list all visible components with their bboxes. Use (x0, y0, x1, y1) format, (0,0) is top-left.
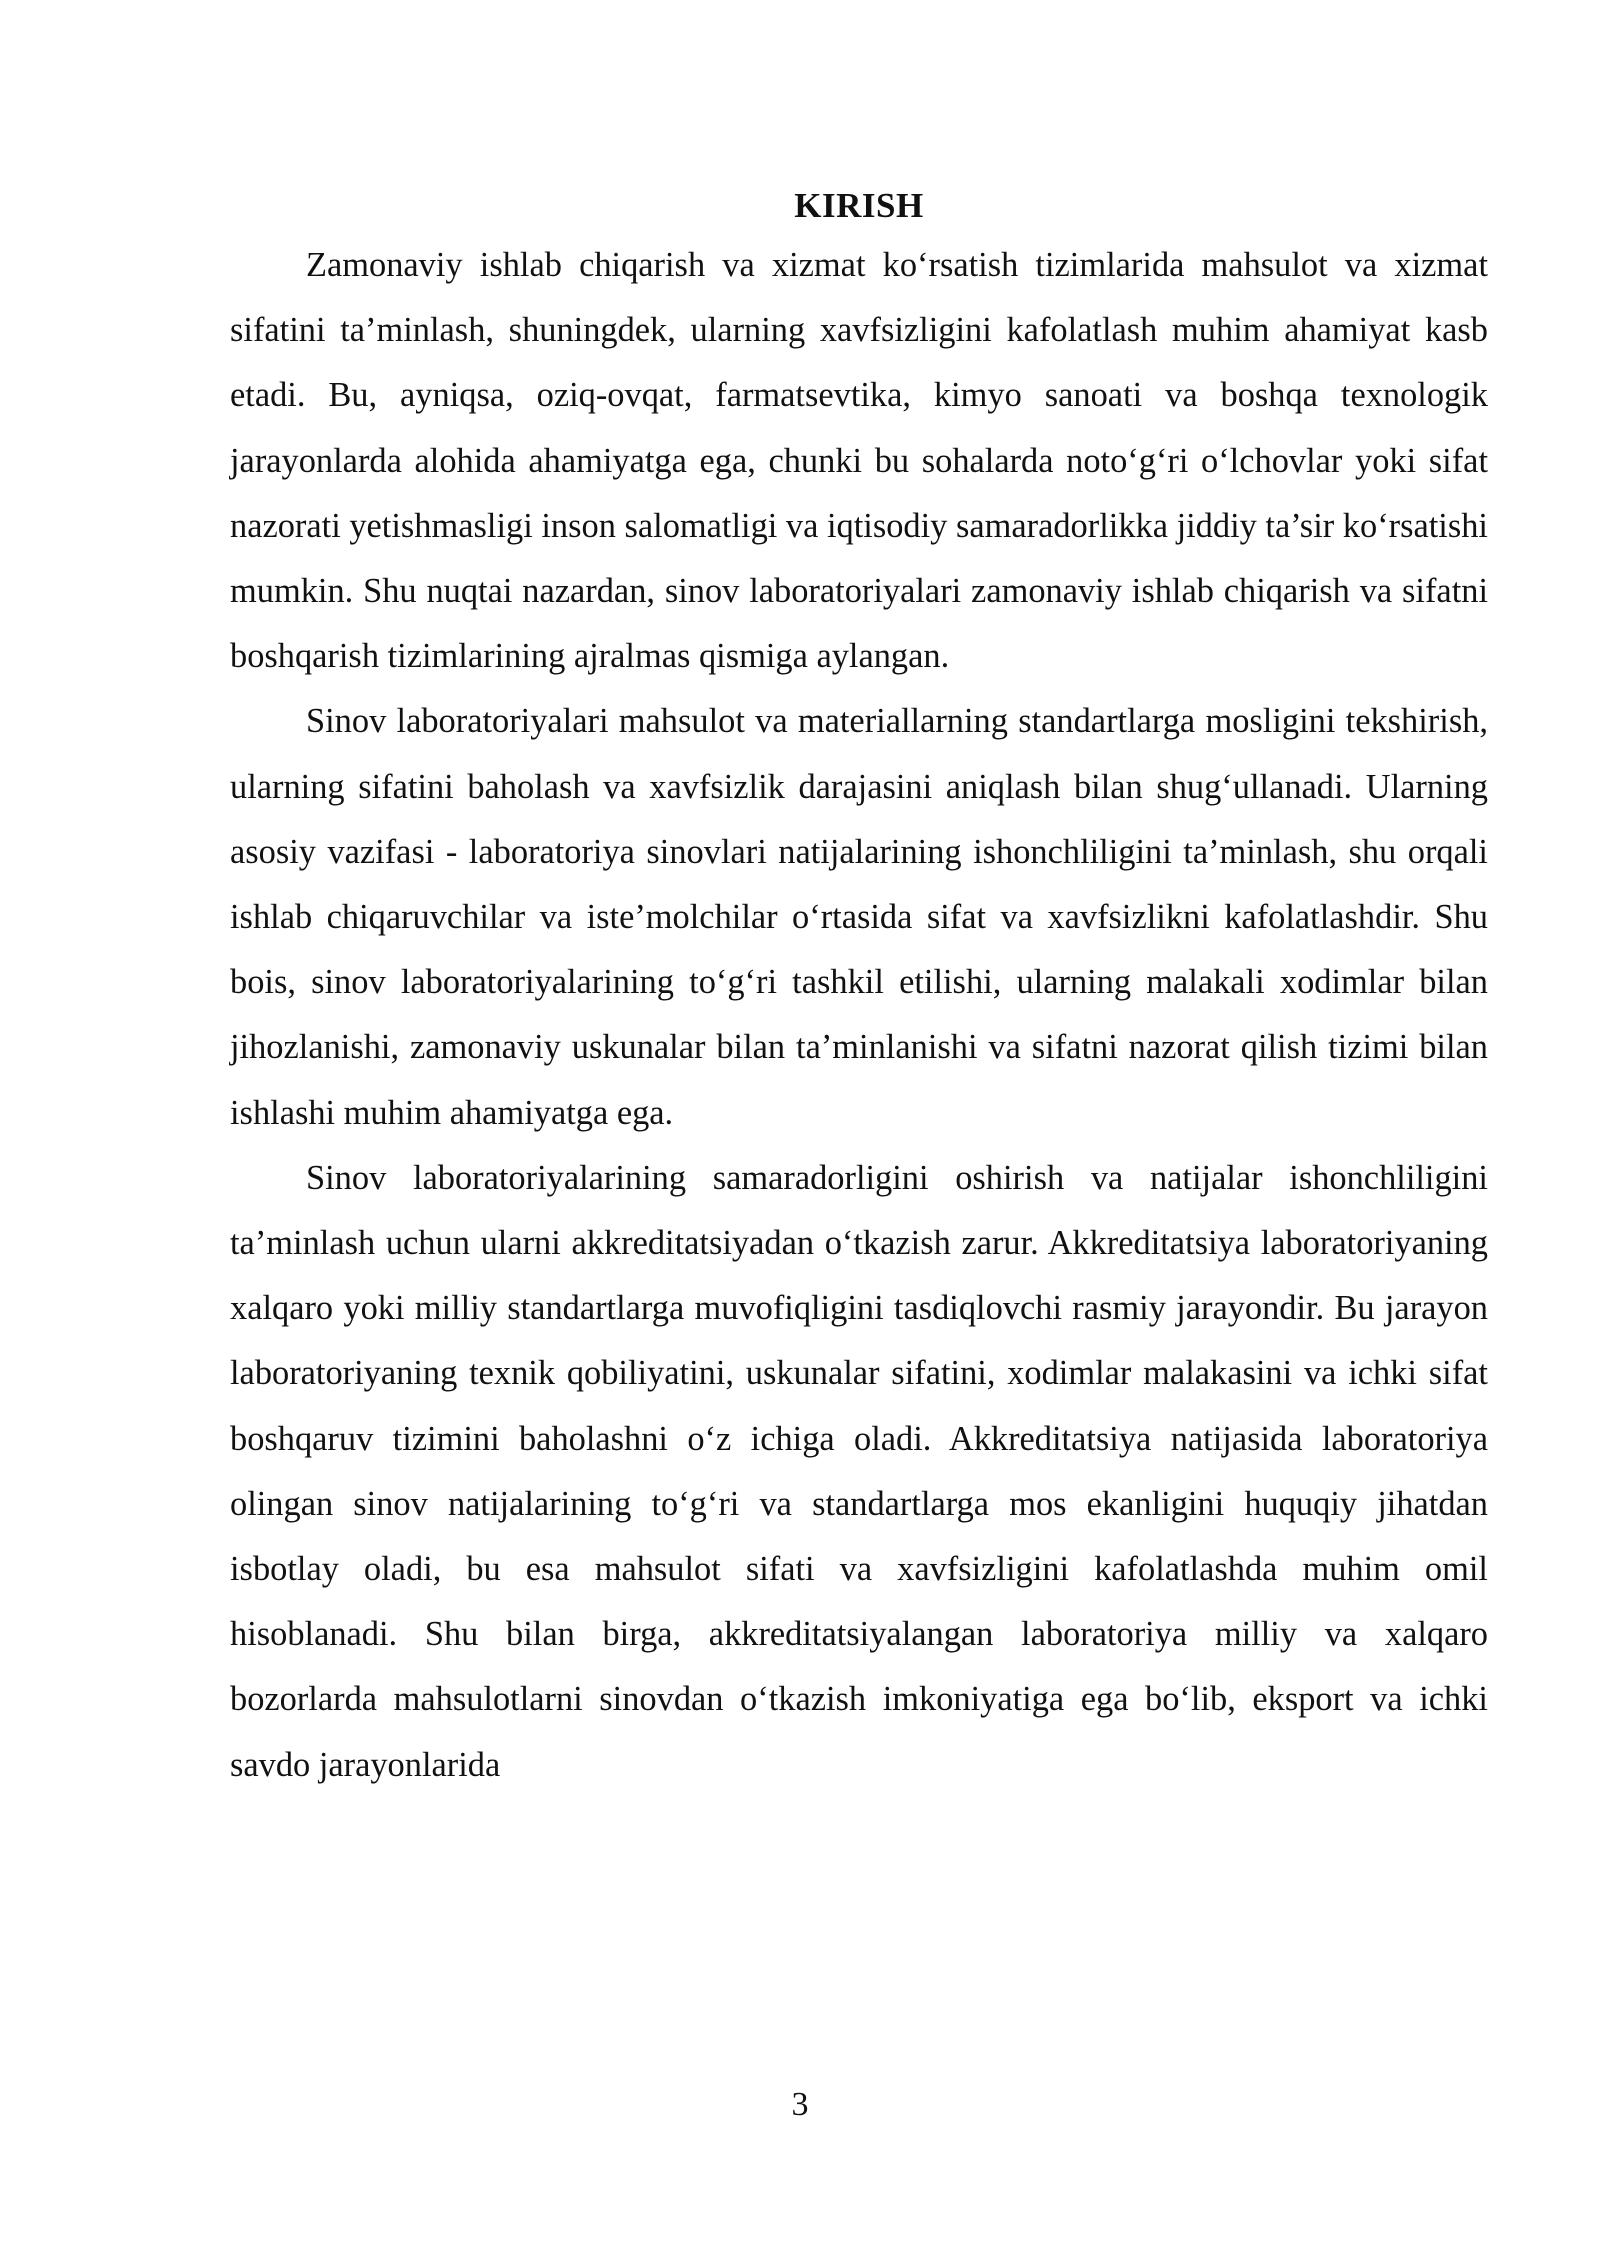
paragraph-accreditation: Sinov laboratoriyalarining samaradorligini oshirish va natijalar ishonchliligini ta’minlash uchun ularni akkreditatsiyadan o‘tkazish zarur. Akkreditatsiya laboratoriyaning xalqaro yoki milliy standartlarga muvofiqligini tasdiqlovchi rasmiy jarayondir. Bu jarayon laboratoriyaning texnik qobiliyatini, uskunalar sifatini, xodimlar malakasini va ichki sifat boshqaruv tizimini baholashni o‘z ichiga oladi. Akkreditatsiya natijasida laboratoriya olingan sinov natijalarining to‘g‘ri va standartlarga mos ekanligini huquqiy jihatdan isbotlay oladi, bu esa mahsulot sifati va xavfsizligini kafolatlashda muhim omil hisoblanadi. Shu bilan birga, akkreditatsiyalangan laboratoriya milliy va xalqaro bozorlarda mahsulotlarni sinovdan o‘tkazish imkoniyatiga ega bo‘lib, eksport va ichki savdo jarayonlarida (230, 1158, 1488, 1784)
page-number: 3 (791, 2086, 809, 2123)
page-content (230, 178, 1488, 1798)
paragraph-laboratories: Sinov laboratoriyalari mahsulot va materiallarning standartlarga mosligini tekshirish, ularning sifatini baholash va xavfsizlik darajasini aniqlash bilan shug‘ullanadi. Ularning asosiy vazifasi - laboratoriya sinovlari natijalarining ishonchliligini ta’minlash, shu orqali ishlab chiqaruvchilar va iste’molchilar o‘rtasida sifat va xavfsizlikni kafolatlashdir. Shu bois, sinov laboratoriyalarining to‘g‘ri tashkil etilishi, ularning malakali xodimlar bilan jihozlanishi, zamonaviy uskunalar bilan ta’minlanishi va sifatni nazorat qilish tizimi bilan ishlashi muhim ahamiyatga ega. (230, 702, 1488, 1132)
paragraph-intro: Zamonaviy ishlab chiqarish va xizmat ko‘rsatish tizimlarida mahsulot va xizmat sifatini ta’minlash, shuningdek, ularning xavfsizligini kafolatlash muhim ahamiyat kasb etadi. Bu, ayniqsa, oziq-ovqat, farmatsevtika, kimyo sanoati va boshqa texnologik jarayonlarda alohida ahamiyatga ega, chunki bu sohalarda noto‘g‘ri o‘lchovlar yoki sifat nazorati yetishmasligi inson salomatligi va iqtisodiy samaradorlikka jiddiy ta’sir ko‘rsatishi mumkin. Shu nuqtai nazardan, sinov laboratoriyalari zamonaviy ishlab chiqarish va sifatni boshqarish tizimlarining ajralmas qismiga aylangan. (230, 246, 1488, 676)
section-title: KIRISH (794, 186, 924, 225)
